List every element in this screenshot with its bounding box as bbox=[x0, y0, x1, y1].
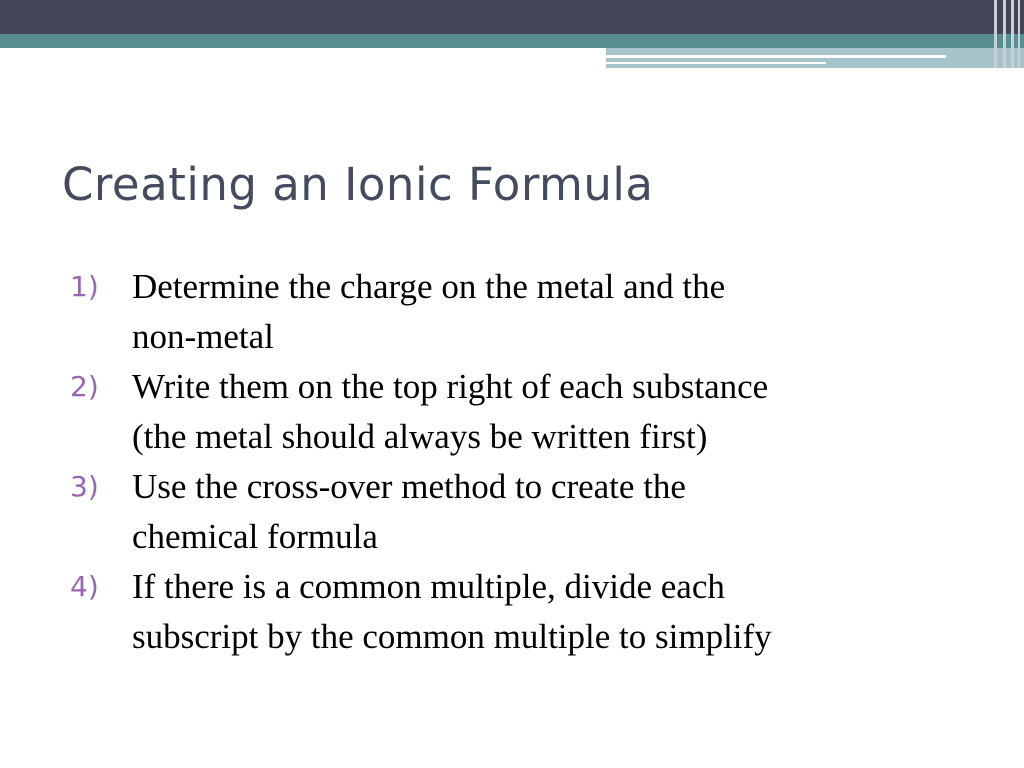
list-item bbox=[70, 262, 970, 362]
banner-accent-line bbox=[606, 62, 826, 64]
banner-stripe bbox=[1003, 0, 1006, 68]
step-text-line: Use the cross-over method to create the bbox=[132, 467, 686, 506]
step-text bbox=[132, 562, 952, 662]
header-banner-light bbox=[606, 48, 1024, 68]
step-text-line: If there is a common multiple, divide each bbox=[132, 567, 725, 606]
step-number: 1) bbox=[70, 270, 99, 303]
step-text-line: (the metal should always be written first) bbox=[132, 417, 708, 456]
steps-list bbox=[70, 262, 970, 662]
slide-title: Creating an Ionic Formula bbox=[62, 158, 654, 211]
list-item bbox=[70, 562, 970, 662]
step-text-line: Write them on the top right of each substance bbox=[132, 367, 769, 406]
step-text-line: chemical formula bbox=[132, 517, 378, 556]
step-number: 3) bbox=[70, 470, 99, 503]
step-number: 2) bbox=[70, 370, 99, 403]
header-banner-teal bbox=[0, 34, 1024, 48]
step-text bbox=[132, 262, 952, 362]
list-item bbox=[70, 462, 970, 562]
step-number: 4) bbox=[70, 570, 99, 603]
header-banner-dark bbox=[0, 0, 1024, 34]
banner-stripe bbox=[1011, 0, 1014, 68]
list-item bbox=[70, 362, 970, 462]
step-text-line: Determine the charge on the metal and the bbox=[132, 267, 726, 306]
banner-stripe bbox=[994, 0, 997, 68]
banner-stripe bbox=[1018, 0, 1020, 68]
step-text bbox=[132, 462, 952, 562]
step-text-line: non-metal bbox=[132, 317, 274, 356]
step-text-line: subscript by the common multiple to simplify bbox=[132, 617, 772, 656]
step-text bbox=[132, 362, 952, 462]
banner-accent-line bbox=[606, 55, 946, 58]
